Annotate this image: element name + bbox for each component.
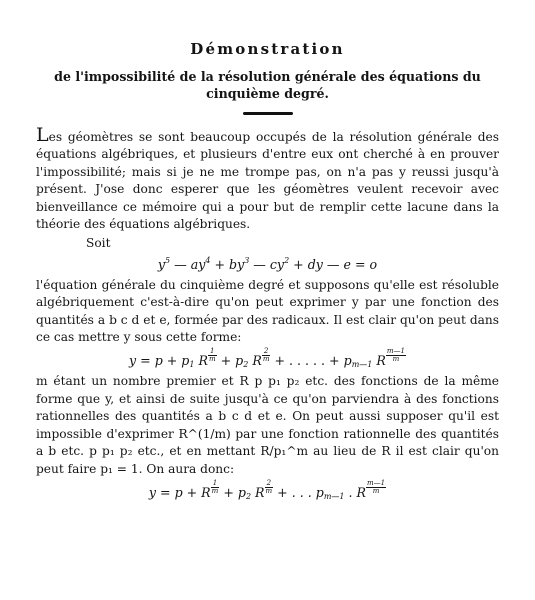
- eq3-frac2-num: 2: [265, 480, 274, 488]
- eq2-frac3: [386, 348, 406, 363]
- soit-label: Soit: [86, 236, 111, 251]
- eq3-frac3-den: m: [372, 486, 380, 495]
- eq1-term2: + by: [210, 256, 245, 272]
- page-title: Démonstration: [190, 40, 345, 58]
- eq1-exp4: 2: [284, 255, 290, 265]
- subtitle-line-1: de l'impossibilité de la résolution générale des équations du: [54, 69, 481, 84]
- eq3-subm: m—1: [323, 491, 345, 501]
- eq3-mid: + p: [219, 484, 246, 500]
- eq2-dots: + . . . . . + p: [270, 353, 352, 369]
- eq3-frac1-den: m: [211, 486, 219, 495]
- eq1-exp3: 3: [244, 255, 250, 265]
- eq2-frac2-num: 2: [262, 348, 271, 356]
- eq2-mid: + p: [216, 353, 244, 369]
- eq1-term3: — cy: [249, 256, 285, 272]
- equation-radical-form: [36, 348, 499, 371]
- eq2-subm: m—1: [351, 360, 373, 370]
- eq1-y: y: [157, 256, 166, 272]
- eq2-frac1: [208, 348, 217, 363]
- eq2-frac3-num: m—1: [386, 347, 405, 356]
- eq2-frac1-num: 1: [208, 348, 217, 356]
- eq1-term4: + dy — e = o: [289, 256, 378, 272]
- eq3-sub2: 2: [245, 491, 252, 501]
- equation-quintic: [36, 255, 499, 275]
- intro-paragraph-text: es géomètres se sont beaucoup occupés de la résolution générale des équations algébriques, et plusieurs d'entre eux ont cherché à en prouver l'impossibilité; mais si je ne me trompe pas, on n'a pas y reussi jusqu'à présent. J'ose donc esperer que les géomètres veulent recevoir avec bienveillance ce mémoire qui a pour but de remplir cette lacune dans la théorie des équations algébriques.: [36, 130, 499, 232]
- eq3-frac2-den: m: [265, 486, 273, 495]
- eq1-term1: — ay: [170, 256, 206, 272]
- eq3-frac3-num: m—1: [367, 478, 386, 487]
- eq1-exp1: 5: [165, 255, 171, 265]
- eq2-r3: R: [372, 353, 386, 369]
- eq2-lhs: y = p + p: [129, 353, 190, 369]
- eq2-sub2: 2: [243, 360, 249, 370]
- eq3-frac3: [366, 480, 386, 495]
- subtitle-line-2: cinquième degré.: [206, 86, 329, 101]
- eq2-r2: R: [248, 353, 262, 369]
- drop-cap: L: [36, 124, 49, 146]
- eq2-r1: R: [194, 353, 208, 369]
- eq2-frac3-den: m: [392, 355, 400, 364]
- paragraph-resolvable: l'équation générale du cinquième degré et supposons qu'elle est résoluble algébriquement c'est-à-dire qu'on peut exprimer y par une fonction des quantités a b c d et e, formée par des radicaux. Il est clair qu'on peut dans ce cas mettre y sous cette forme:: [36, 277, 499, 345]
- eq2-frac2-den: m: [262, 355, 270, 364]
- eq3-frac2: [265, 480, 274, 495]
- eq2-frac1-den: m: [208, 355, 216, 364]
- eq3-r2: R: [251, 484, 265, 500]
- equation-reduced-form: [36, 480, 499, 503]
- eq3-frac1-num: 1: [211, 480, 220, 488]
- eq1-exp2: 4: [205, 255, 211, 265]
- intro-paragraph: [36, 124, 499, 233]
- eq3-dots: + . . . p: [273, 484, 324, 500]
- subtitle: [36, 68, 499, 102]
- paragraph-prime-m: m étant un nombre premier et R p p₁ p₂ etc. des fonctions de la même forme que y, et ainsi de suite jusqu'à ce qu'on parviendra à des fonctions rationnelles des quantités a b c d et e. On peut aussi supposer qu'il est impossible d'exprimer R^(1/m) par une fonction rationnelle des quantités a b etc. p p₁ p₂ etc., et en mettant R/p₁^m au lieu de R il est clair qu'on peut faire p₁ = 1. On aura donc:: [36, 374, 499, 476]
- eq2-sub1: 1: [189, 360, 195, 370]
- title-rule: [243, 112, 293, 115]
- eq3-r3: . R: [344, 484, 366, 500]
- eq3-lhs: y = p + R: [148, 484, 211, 500]
